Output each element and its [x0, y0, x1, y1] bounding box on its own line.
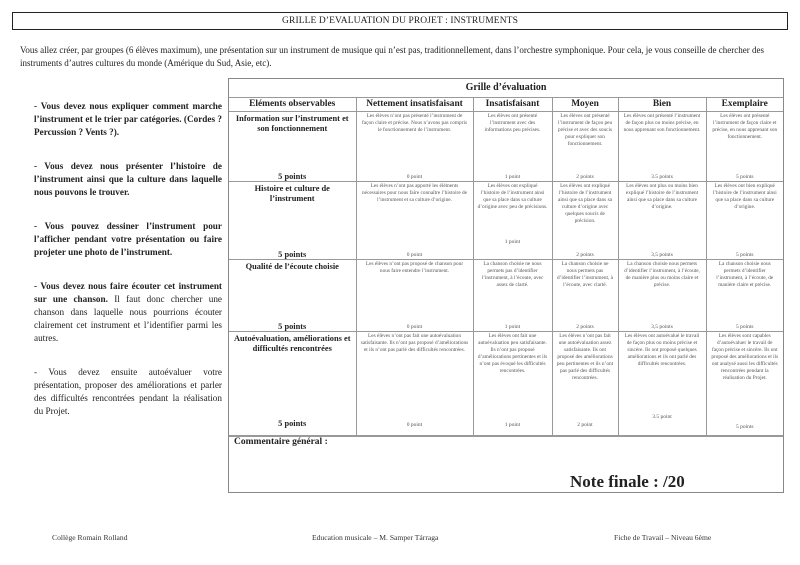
footer-worksheet: Fiche de Travail – Niveau 6ème: [614, 533, 712, 542]
column-header: Insatisfaisant: [473, 98, 552, 112]
rubric-description: Les élèves n’ont pas apporté les éléments nécessaires pour nous faire connaître l’histoire de l’instrument et sa culture d’origine.: [361, 183, 467, 203]
instruction-bold: - Vous pouvez dessiner l’instrument pour l’afficher pendant votre présentation ou faire projeter une photo de l’instrument.: [34, 221, 222, 257]
instruction-item: [34, 366, 222, 418]
rubric-description: Les élèves ont plus ou moins bien expliqué l’histoire de l’instrument ainsi que sa place dans sa culture d’origine.: [625, 183, 699, 210]
rubric-points: 0 point: [406, 252, 423, 258]
table-row: [229, 260, 783, 332]
criterion-max-points: 5 points: [278, 419, 307, 428]
rubric-points: 3.5 point: [652, 414, 672, 420]
rubric-points: 5 points: [735, 324, 754, 330]
rubric-description: Les élèves n’ont pas présenté l’instrument de façon claire et précise. Nous n’avons pas compris le fonctionnement de l’instrument.: [361, 113, 468, 133]
rubric-points: 1 point: [504, 239, 521, 245]
rubric-description: Les élèves ont expliqué l’histoire de l’instrument ainsi que sa place dans sa culture d’origine avec peu de précisions.: [477, 183, 548, 210]
instruction-item: [34, 220, 222, 259]
instruction-bold: - Vous devez nous présenter l’histoire de l’instrument ainsi que la culture dans laquelle nous pouvons le trouver.: [34, 161, 222, 197]
criterion-label: Autoévaluation, améliorations et difficultés rencontrées: [233, 334, 351, 353]
rubric-points: 1 point: [504, 174, 521, 180]
criterion-max-points: 5 points: [278, 322, 307, 331]
instruction-normal: - Vous devez ensuite autoévaluer votre présentation, proposer des améliorations et parler des difficultés rencontrées pendant la réalisation du Projet.: [34, 367, 222, 416]
rubric-description: Les élèves ont bien expliqué l’histoire de l’instrument ainsi que sa place dans sa culture d’origine.: [712, 183, 777, 210]
rubric-description: Les élèves ont présenté l’instrument de façon plus ou moins précise, en nous apprenant son fonctionnement.: [623, 113, 701, 133]
rubric-description: Les élèves sont capables d’autoévaluer le travail de façon précise et sincère. Ils ont proposé des améliorations et ils ont analysé aussi les difficultés rencontrées pendant la réalisation du Projet.: [711, 333, 779, 381]
instruction-item: [34, 280, 222, 345]
instruction-bold: - Vous devez nous faire écouter cet instrument sur une chanson.: [34, 281, 222, 304]
grid-caption: Grille d’évaluation: [229, 79, 783, 98]
criterion-max-points: 5 points: [278, 250, 307, 259]
rubric-description: La chanson choisie nous permets d’identifier l’instrument, à l’écoute, de manière plus ou moins claire et précise.: [624, 261, 700, 288]
footer-school: Collège Romain Rolland: [52, 533, 128, 542]
document-title: GRILLE D’EVALUATION DU PROJET : INSTRUMENTS: [12, 12, 788, 30]
rubric-points: 2 points: [576, 252, 594, 258]
column-header: Eléments observables: [229, 98, 356, 112]
rubric-cell: [356, 112, 473, 182]
rubric-points: 5 points: [735, 424, 754, 430]
rubric-points: 3,5 points: [651, 252, 673, 258]
criterion-label: Histoire et culture de l’instrument: [254, 184, 330, 203]
rubric-cell: [706, 332, 783, 437]
table-row: [229, 112, 783, 182]
intro-paragraph: Vous allez créer, par groupes (6 élèves maximum), une présentation sur un instrument de musique qui n’est pas, traditionnellement, dans l’orchestre symphonique. Pour cela, je vous conseille de chercher des instruments d’autres cultures du monde (Amérique du Sud, Asie, etc).: [20, 45, 765, 68]
rubric-points: 5 points: [735, 174, 754, 180]
rubric-cell: [552, 260, 618, 332]
rubric-cell: [618, 260, 706, 332]
rubric-points: 2 point: [577, 422, 593, 428]
final-note: Note finale : /20: [570, 472, 685, 491]
rubric-points: 1 point: [504, 422, 521, 428]
rubric-description: La chanson choisie nous permets d’identifier l’instrument, à l’écoute, de manière claire et précise.: [716, 261, 774, 288]
criterion-cell: [229, 260, 356, 332]
rubric-cell: [618, 332, 706, 437]
table-row: [229, 332, 783, 437]
rubric-description: Les élèves ont autoévalué le travail de façon plus ou moins précise et sincère. Ils ont proposé quelques améliorations et ils ont parlé des difficultés rencontrées.: [624, 333, 700, 367]
rubric-cell: [618, 182, 706, 260]
criterion-max-points: 5 points: [278, 172, 307, 181]
rubric-cell: [552, 182, 618, 260]
rubric-description: La chanson choisie ne nous permets pas d’identifier l’instrument, à l’écoute, avec assez de clarté.: [481, 261, 544, 288]
rubric-description: Les élèves n’ont pas fait une autoévaluation satisfaisante. Ils n’ont pas proposé d’améliorations et ils n’ont pas parlé des difficultés rencontrées.: [360, 333, 469, 353]
criterion-label: Qualité de l’écoute choisie: [245, 262, 339, 271]
instructions-list: [34, 100, 222, 439]
instruction-item: [34, 160, 222, 199]
rubric-points: 0 point: [406, 324, 423, 330]
column-header: Nettement insatisfaisant: [356, 98, 473, 112]
instruction-normal: Il faut donc chercher une chanson dans laquelle nous pourrions écouter clairement cet instrument et l’identifier parmi les autres.: [34, 294, 222, 343]
rubric-description: Les élèves ont présenté l’instrument de façon peu précise et avec des soucis pour expliquer son fonctionnement.: [557, 113, 613, 147]
rubric-cell: [356, 332, 473, 437]
rubric-points: 3,5 points: [651, 324, 673, 330]
rubric-cell: [473, 260, 552, 332]
rubric-description: Les élèves n’ont pas proposé de chanson pour nous faire entendre l’instrument.: [365, 261, 464, 274]
column-header: Bien: [618, 98, 706, 112]
rubric-cell: [706, 182, 783, 260]
general-comment-label: Commentaire général :: [234, 437, 328, 447]
rubric-description: La chanson choisie ne nous permets pas d’identifier l’instrument, à l’écoute, avec clarté.: [556, 261, 614, 288]
rubric-table: [229, 97, 783, 437]
rubric-points: 2 points: [576, 174, 594, 180]
instruction-item: [34, 100, 222, 139]
evaluation-grid: [228, 78, 784, 493]
rubric-cell: [552, 332, 618, 437]
criterion-label: Information sur l’instrument et son fonctionnement: [235, 114, 349, 133]
column-header: Moyen: [552, 98, 618, 112]
rubric-cell: [473, 112, 552, 182]
rubric-cell: [706, 112, 783, 182]
rubric-cell: [618, 112, 706, 182]
criterion-cell: [229, 332, 356, 437]
table-row: [229, 182, 783, 260]
rubric-cell: [356, 182, 473, 260]
rubric-points: 2 points: [576, 324, 594, 330]
rubric-cell: [473, 182, 552, 260]
rubric-description: Les élèves ont fait une autoévaluation peu satisfaisante. Ils n’ont pas proposé d’améliorations pertinentes et ils n’ont pas évoqué les difficultés rencontrées.: [477, 333, 548, 374]
criterion-cell: [229, 112, 356, 182]
rubric-points: 5 points: [735, 252, 754, 258]
footer-course: Education musicale – M. Samper Tárraga: [312, 533, 439, 542]
instruction-bold: - Vous devez nous expliquer comment marche l’instrument et le trier par catégories. (Cordes ? Percussion ? Vents ?).: [34, 101, 222, 137]
rubric-points: 3.5 points: [651, 174, 673, 180]
rubric-description: Les élèves ont présenté l’instrument avec des informations peu précises.: [484, 113, 541, 133]
rubric-cell: [473, 332, 552, 437]
rubric-description: Les élèves n’ont pas fait une autoévaluation assez satisfaisante. Ils ont proposé des améliorations peu pertinentes et ils n’ont pas parlé des difficultés rencontrées.: [556, 333, 614, 381]
rubric-cell: [552, 112, 618, 182]
rubric-points: 0 point: [406, 174, 423, 180]
column-header-row: [229, 98, 783, 112]
rubric-cell: [706, 260, 783, 332]
rubric-cell: [356, 260, 473, 332]
criterion-cell: [229, 182, 356, 260]
rubric-points: 0 point: [406, 422, 423, 428]
rubric-description: Les élèves ont présenté l’instrument de façon claire et précise, en nous apprenant son fonctionnement.: [712, 113, 778, 140]
column-header: Exemplaire: [706, 98, 783, 112]
rubric-points: 1 point: [504, 324, 521, 330]
rubric-description: Les élèves ont expliqué l’histoire de l’instrument ainsi que sa place dans sa culture d’origine avec quelques soucis de précision.: [558, 183, 612, 224]
general-comment-box[interactable]: [229, 435, 783, 494]
